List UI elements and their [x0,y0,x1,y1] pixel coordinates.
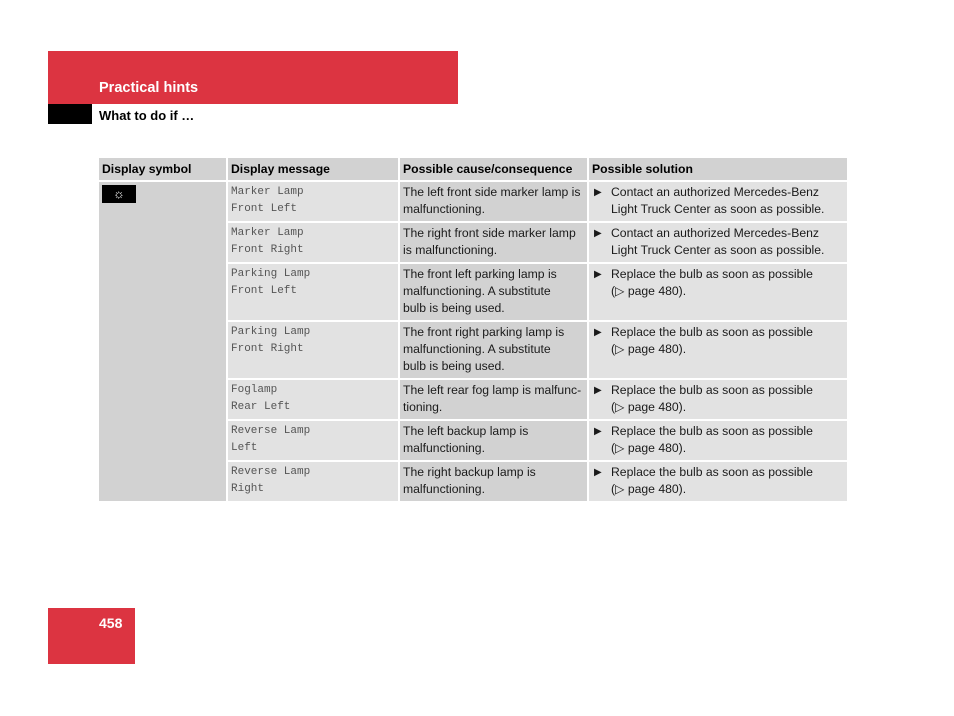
solution-line: Replace the bulb as soon as possible [611,267,813,281]
display-message-cell [227,181,399,222]
triangle-bullet-icon: ▶ [594,385,602,396]
cause-cell [399,379,588,420]
cause-line: malfunctioning. [403,441,485,455]
lamp-malfunction-icon: ☼ [102,185,136,203]
cause-line: The right backup lamp is [403,465,536,479]
subsection-title: What to do if … [99,108,195,123]
solution-line: (▷ page 480). [611,482,687,496]
solution-line: Contact an authorized Mercedes-Benz [611,185,819,199]
display-message-line: Foglamp [231,384,278,396]
table-row [99,181,847,222]
solution-line: (▷ page 480). [611,284,687,298]
display-message-line: Parking Lamp [231,268,311,280]
column-header-symbol: Display symbol [99,158,227,181]
solution-cell [588,181,847,222]
triangle-bullet-icon: ▶ [594,327,602,338]
display-message-cell [227,222,399,263]
display-message-line: Marker Lamp [231,186,304,198]
display-message-line: Right [231,483,265,495]
cause-line: malfunctioning. [403,482,485,496]
cause-line: malfunctioning. [403,202,485,216]
solution-line: Replace the bulb as soon as possible [611,465,813,479]
display-message-line: Front Right [231,244,304,256]
cause-line: The right front side marker lamp [403,226,576,240]
display-message-line: Front Right [231,343,304,355]
cause-cell [399,420,588,461]
solution-cell [588,379,847,420]
solution-item [592,225,844,259]
solution-item [592,324,844,358]
cause-line: malfunctioning. A substitute [403,284,551,298]
page-number: 458 [99,615,123,631]
solution-line: Replace the bulb as soon as possible [611,424,813,438]
column-header-solution: Possible solution [588,158,847,181]
solution-line: Replace the bulb as soon as possible [611,383,813,397]
cause-line: bulb is being used. [403,301,505,315]
solution-line: Contact an authorized Mercedes-Benz [611,226,819,240]
solution-cell [588,461,847,502]
section-title: Practical hints [99,80,199,96]
table-header-row [99,158,847,181]
solution-item [592,266,844,300]
display-message-line: Reverse Lamp [231,425,311,437]
triangle-bullet-icon: ▶ [594,269,602,280]
display-message-cell [227,461,399,502]
solution-line: Replace the bulb as soon as possible [611,325,813,339]
cause-cell [399,181,588,222]
solution-line: (▷ page 480). [611,342,687,356]
cause-line: The front left parking lamp is [403,267,557,281]
cause-line: The left backup lamp is [403,424,529,438]
display-message-line: Front Left [231,285,298,297]
solution-item [592,423,844,457]
display-message-line: Front Left [231,203,298,215]
solution-cell [588,321,847,379]
solution-cell [588,420,847,461]
solution-line: (▷ page 480). [611,400,687,414]
display-message-cell [227,263,399,321]
solution-cell [588,222,847,263]
column-header-message: Display message [227,158,399,181]
column-header-cause: Possible cause/consequence [399,158,588,181]
solution-line: Light Truck Center as soon as possible. [611,243,825,257]
cause-line: bulb is being used. [403,359,505,373]
display-message-line: Parking Lamp [231,326,311,338]
cause-line: is malfunctioning. [403,243,498,257]
solution-cell [588,263,847,321]
cause-cell [399,321,588,379]
cause-cell [399,461,588,502]
display-message-cell [227,379,399,420]
cause-line: tioning. [403,400,443,414]
triangle-bullet-icon: ▶ [594,187,602,198]
solution-item [592,184,844,218]
display-message-cell [227,420,399,461]
display-message-line: Marker Lamp [231,227,304,239]
cause-line: The left front side marker lamp is [403,185,581,199]
triangle-bullet-icon: ▶ [594,426,602,437]
header-band [48,51,458,104]
section-marker-tab [48,104,92,124]
cause-cell [399,263,588,321]
display-message-line: Reverse Lamp [231,466,311,478]
display-messages-table [99,158,847,503]
display-message-cell [227,321,399,379]
cause-line: The front right parking lamp is [403,325,565,339]
cause-line: malfunctioning. A substitute [403,342,551,356]
display-symbol-cell [99,181,227,502]
triangle-bullet-icon: ▶ [594,228,602,239]
solution-item [592,382,844,416]
solution-line: (▷ page 480). [611,441,687,455]
cause-cell [399,222,588,263]
solution-line: Light Truck Center as soon as possible. [611,202,825,216]
display-message-line: Left [231,442,258,454]
solution-item [592,464,844,498]
triangle-bullet-icon: ▶ [594,467,602,478]
cause-line: The left rear fog lamp is malfunc- [403,383,582,397]
display-message-line: Rear Left [231,401,291,413]
